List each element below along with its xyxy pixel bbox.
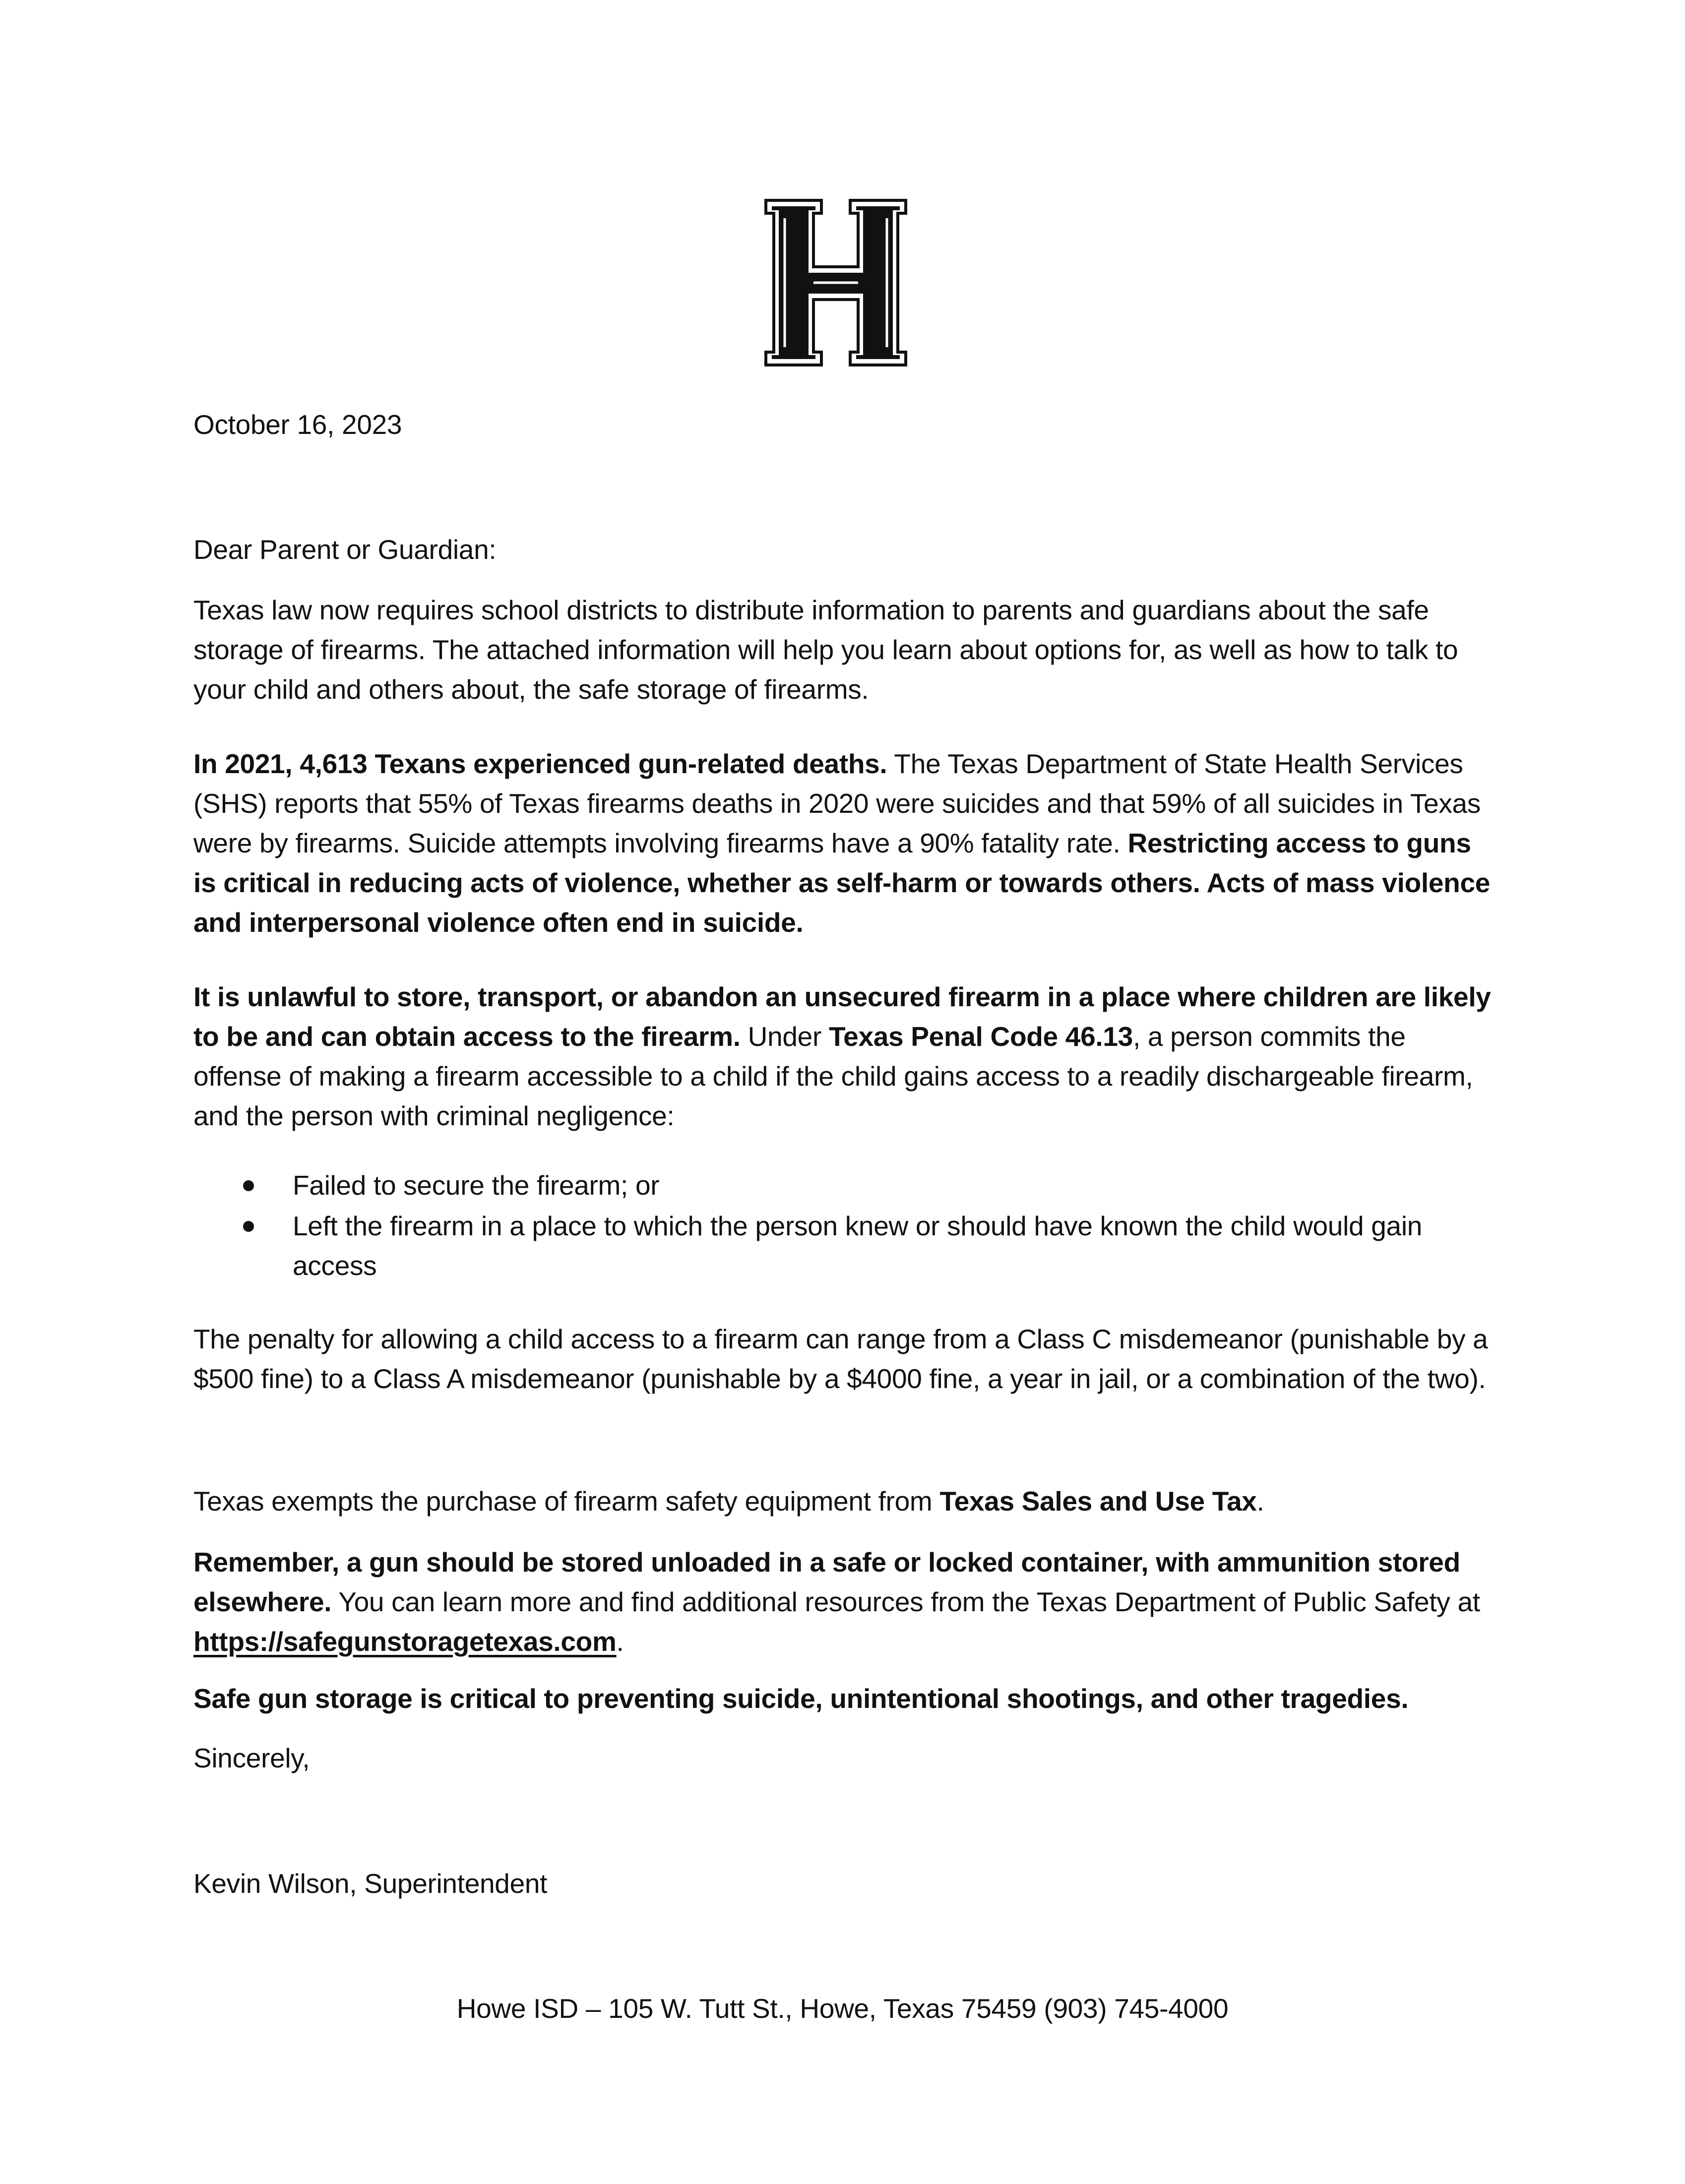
law-body-b: , a person commits the offense of making a firearm accessible to a child if the child gains access to a readily dischargeable firearm, and the person with criminal negligence: bbox=[193, 1021, 1473, 1131]
bullet-icon bbox=[243, 1180, 254, 1191]
paragraph-law bbox=[193, 977, 1493, 1136]
salutation bbox=[193, 530, 1493, 569]
law-body-a: Under bbox=[740, 1021, 829, 1052]
paragraph-penalty bbox=[193, 1319, 1493, 1398]
closing-text: Sincerely, bbox=[193, 1743, 310, 1773]
tax-bold: Texas Sales and Use Tax bbox=[939, 1486, 1257, 1517]
list-item-text: Left the firearm in a place to which the person knew or should have known the child would gain access bbox=[293, 1211, 1423, 1281]
paragraph-intro-text: Texas law now requires school districts to distribute information to parents and guardians about the safe storage of firearms. The attached information will help you learn about options for, as well as how to talk to your child and others about, the safe storage of firearms. bbox=[193, 595, 1458, 705]
paragraph-intro bbox=[193, 590, 1493, 709]
varsity-h-logo bbox=[764, 198, 908, 367]
tax-body: Texas exempts the purchase of firearm safety equipment from bbox=[193, 1486, 940, 1517]
date-text: October 16, 2023 bbox=[193, 409, 402, 440]
law-bold-intro: It is unlawful to store, transport, or abandon an unsecured firearm in a place where children are likely to be and can obtain access to the firearm. bbox=[193, 981, 1491, 1052]
paragraph-remember bbox=[193, 1542, 1493, 1661]
letter-date bbox=[193, 405, 1493, 444]
signature bbox=[193, 1864, 1493, 1903]
paragraph-conclusion bbox=[193, 1679, 1493, 1718]
statistics-bold-end: Restricting access to guns is critical in reducing acts of violence, whether as self-harm or towards others. Acts of mass violence and interpersonal violence often end in suicide. bbox=[193, 828, 1491, 938]
salutation-text: Dear Parent or Guardian: bbox=[193, 534, 497, 565]
tax-end: . bbox=[1256, 1486, 1264, 1517]
list-item bbox=[193, 1206, 1493, 1285]
paragraph-penalty-text: The penalty for allowing a child access to a firearm can range from a Class C misdemeanor (punishable by a $500 fine) to a Class A misdemeanor (punishable by a $4000 fine, a year in jail, or a combination of the two). bbox=[193, 1324, 1488, 1394]
remember-body: You can learn more and find additional resources from the Texas Department of Public Safety at bbox=[331, 1586, 1480, 1617]
statistics-body: The Texas Department of State Health Services (SHS) reports that 55% of Texas firearms deaths in 2020 were suicides and that 59% of all suicides in Texas were by firearms. Suicide attempts involving firearms have a 90% fatality rate. bbox=[193, 748, 1481, 858]
statistics-bold-intro: In 2021, 4,613 Texans experienced gun-related deaths. bbox=[193, 748, 887, 779]
resource-link[interactable]: https://safegunstoragetexas.com bbox=[193, 1626, 617, 1657]
remember-bold-intro: Remember, a gun should be stored unloaded in a safe or locked container, with ammunition stored elsewhere. bbox=[193, 1547, 1460, 1617]
bullet-icon bbox=[243, 1221, 254, 1232]
penal-code: Texas Penal Code 46.13 bbox=[828, 1021, 1133, 1052]
negligence-list bbox=[193, 1165, 1493, 1286]
footer-address: Howe ISD – 105 W. Tutt St., Howe, Texas 75459 (903) 745-4000 bbox=[456, 1993, 1229, 2024]
paragraph-statistics bbox=[193, 744, 1493, 942]
list-item bbox=[193, 1165, 1493, 1205]
closing bbox=[193, 1738, 1493, 1778]
list-item-text: Failed to secure the firearm; or bbox=[293, 1170, 660, 1201]
signature-text: Kevin Wilson, Superintendent bbox=[193, 1868, 548, 1899]
remember-end: . bbox=[616, 1626, 624, 1657]
paragraph-conclusion-text: Safe gun storage is critical to preventing suicide, unintentional shootings, and other tragedies. bbox=[193, 1683, 1409, 1714]
paragraph-tax bbox=[193, 1481, 1493, 1521]
